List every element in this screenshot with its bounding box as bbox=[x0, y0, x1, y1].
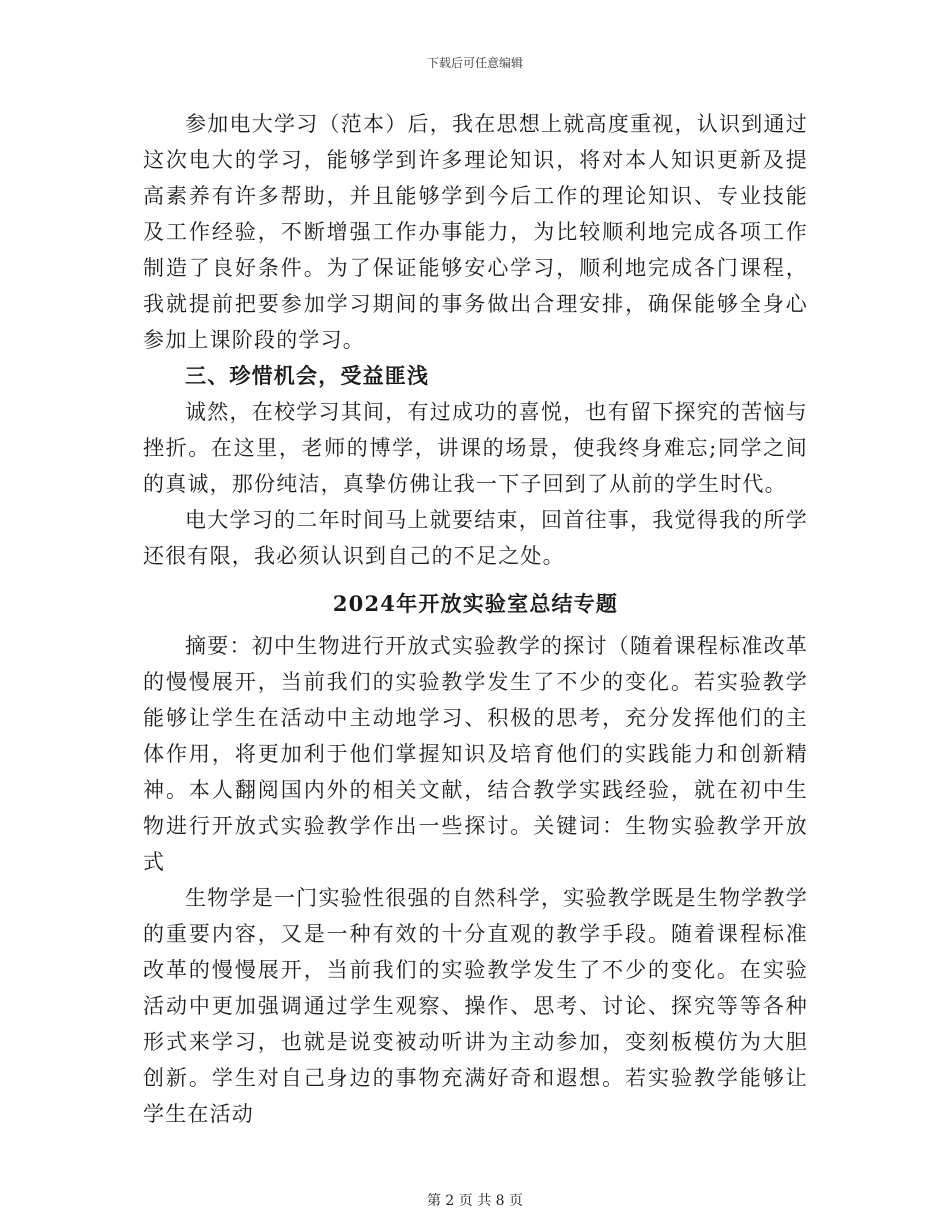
section-heading-3: 三、珍惜机会，受益匪浅 bbox=[185, 363, 430, 388]
paragraph-3: 电大学习的二年时间马上就要结束，回首往事，我觉得我的所学还很有限，我必须认识到自己的不足之处。 bbox=[143, 508, 808, 568]
paragraph-abstract: 摘要：初中生物进行开放式实验教学的探讨（随着课程标准改革的慢慢展开，当前我们的实验教学发生了不少的变化。若实验教学能够让学生在活动中主动地学习、积极的思考，充分发挥他们的主体作用，将更加利于他们掌握知识及培育他们的实践能力和创新精神。本人翻阅国内外的相关文献，结合教学实践经验，就在初中生物进行开放式实验教学作出一些探讨。关键词：生物实验教学开放式 bbox=[143, 634, 808, 874]
document-body bbox=[143, 106, 808, 1132]
paragraph-2: 诚然，在校学习其间，有过成功的喜悦，也有留下探究的苦恼与挫折。在这里，老师的博学，讲课的场景，使我终身难忘;同学之间的真诚，那份纯洁，真挚仿佛让我一下子回到了从前的学生时代。 bbox=[143, 400, 808, 496]
page-header: 下载后可任意编辑 bbox=[426, 56, 523, 70]
paragraph-5: 生物学是一门实验性很强的自然科学，实验教学既是生物学教学的重要内容，又是一种有效的十分直观的教学手段。随着课程标准改革的慢慢展开，当前我们的实验教学发生了不少的变化。在实验活动中更加强调通过学生观察、操作、思考、讨论、探究等等各种形式来学习，也就是说变被动听讲为主动参加，变刻板模仿为大胆创新。学生对自己身边的事物充满好奇和遐想。若实验教学能够让学生在活动 bbox=[143, 886, 808, 1126]
paragraph-1: 参加电大学习（范本）后，我在思想上就高度重视，认识到通过这次电大的学习，能够学到许多理论知识，将对本人知识更新及提高素养有许多帮助，并且能够学到今后工作的理论知识、专业技能及工作经验，不断增强工作办事能力，为比较顺利地完成各项工作制造了良好条件。为了保证能够安心学习，顺利地完成各门课程，我就提前把要参加学习期间的事务做出合理安排，确保能够全身心参加上课阶段的学习。 bbox=[143, 112, 808, 352]
document-title: 2024年开放实验室总结专题 bbox=[332, 591, 619, 616]
page-footer: 第 2 页 共 8 页 bbox=[426, 1193, 524, 1209]
